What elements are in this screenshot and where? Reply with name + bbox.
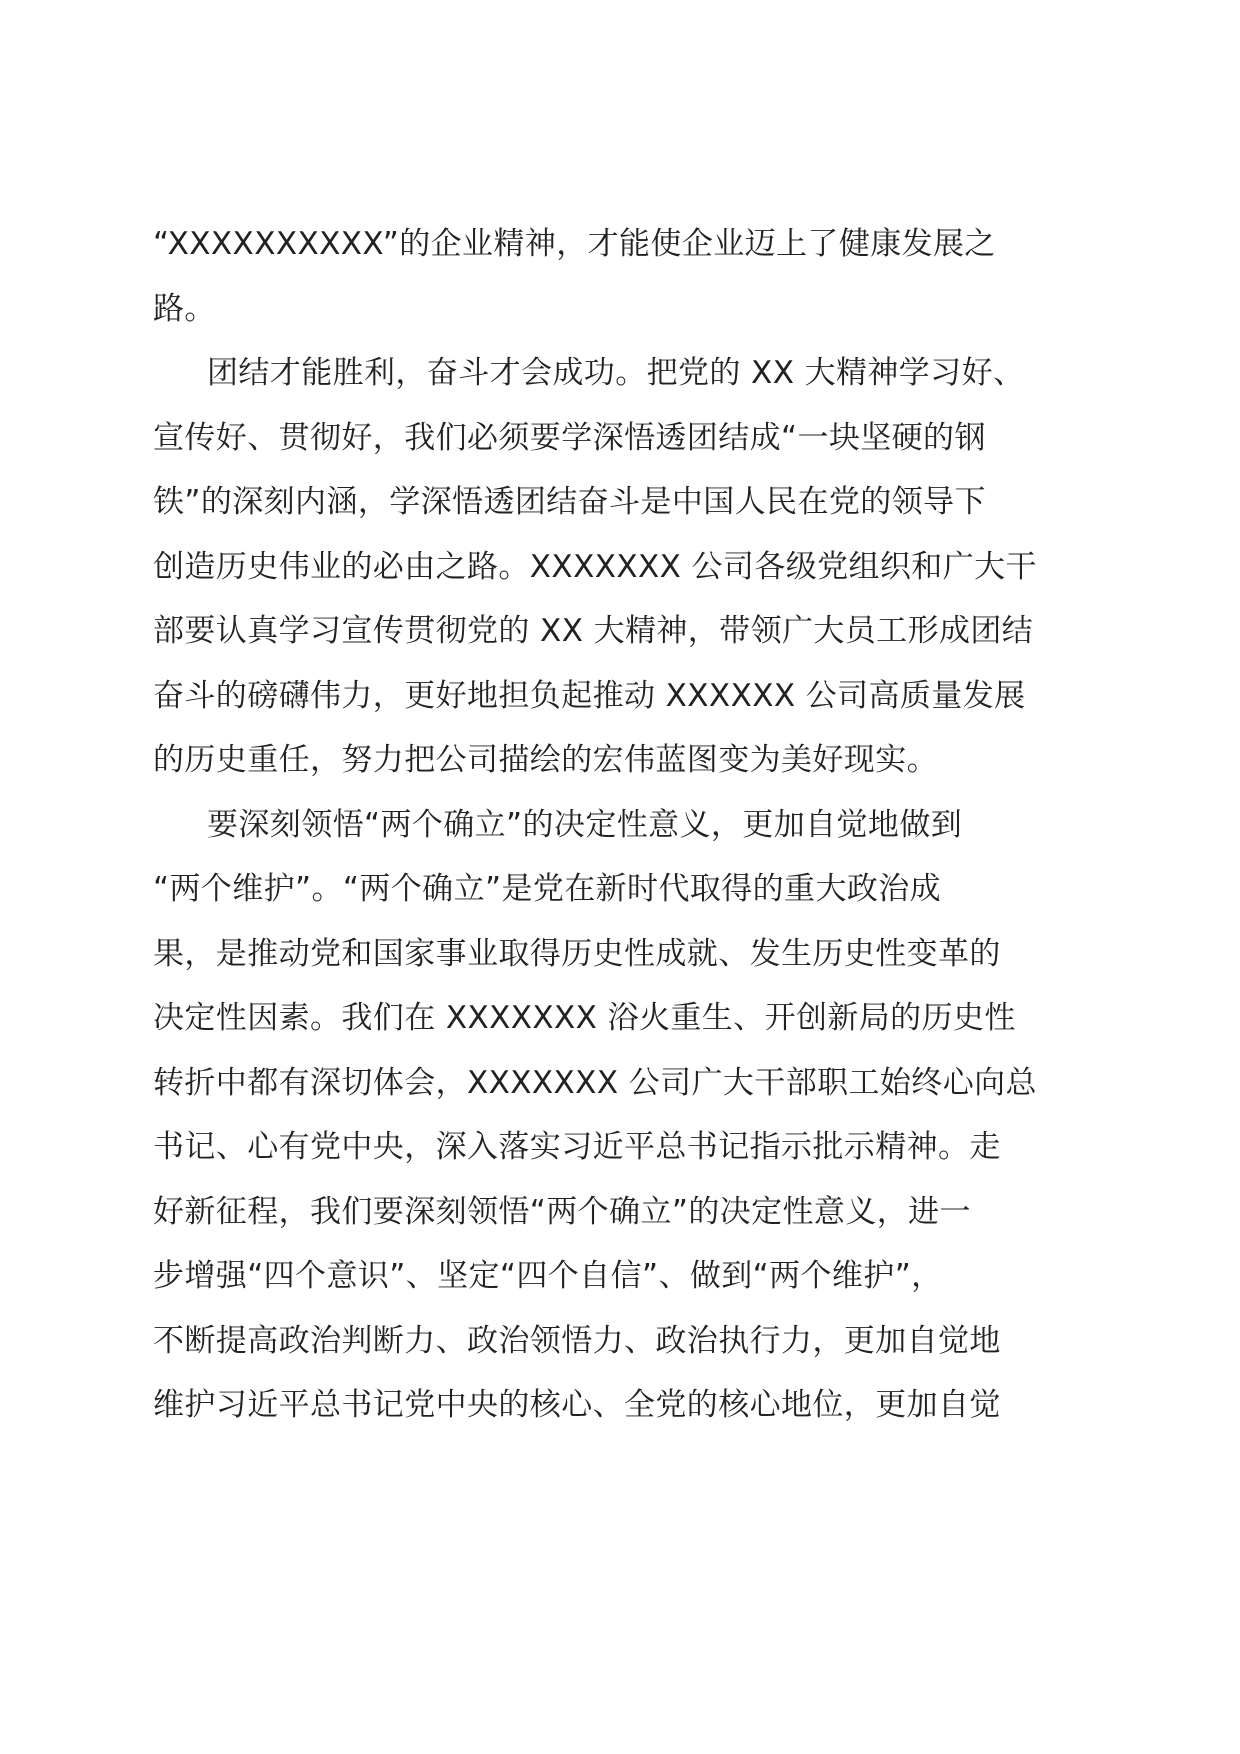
text-line: 不断提高政治判断力、政治领悟力、政治执行力，更加自觉地	[153, 1322, 1001, 1359]
paragraph-start: 要深刻领悟“两个确立”的决定性意义，更加自觉地做到	[207, 806, 963, 843]
text-line: 的历史重任，努力把公司描绘的宏伟蓝图变为美好现实。	[153, 742, 938, 778]
text-line: 决定性因素。我们在 XXXXXXX 浴火重生、开创新局的历史性	[153, 1000, 1016, 1036]
text-line: 转折中都有深切体会，XXXXXXX 公司广大干部职工始终心向总	[153, 1064, 1037, 1101]
paragraph-start: 团结才能胜利，奋斗才会成功。把党的 XX 大精神学习好、	[207, 355, 1025, 391]
text-line: 部要认真学习宣传贯彻党的 XX 大精神，带领广大员工形成团结	[153, 613, 1034, 649]
text-line: 宣传好、贯彻好，我们必须要学深悟透团结成“一块坚硬的钢	[153, 419, 986, 456]
text-line: 步增强“四个意识”、坚定“四个自信”、做到“两个维护”，	[153, 1258, 943, 1294]
text-line: 路。	[153, 290, 216, 327]
text-line: “两个维护”。“两个确立”是党在新时代取得的重大政治成	[153, 871, 942, 907]
text-line: 创造历史伟业的必由之路。XXXXXXX 公司各级党组织和广大干	[153, 548, 1037, 585]
text-line: “XXXXXXXXXX”的企业精神，才能使企业迈上了健康发展之	[153, 226, 996, 262]
text-line: 铁”的深刻内涵，学深悟透团结奋斗是中国人民在党的领导下	[153, 484, 986, 520]
text-line: 书记、心有党中央，深入落实习近平总书记指示批示精神。走	[153, 1129, 1001, 1165]
body-text	[153, 212, 1088, 1438]
text-line: 维护习近平总书记党中央的核心、全党的核心地位，更加自觉	[153, 1387, 1001, 1423]
text-line: 奋斗的磅礴伟力，更好地担负起推动 XXXXXX 公司高质量发展	[153, 677, 1026, 714]
text-line: 果，是推动党和国家事业取得历史性成就、发生历史性变革的	[153, 935, 1001, 972]
text-line: 好新征程，我们要深刻领悟“两个确立”的决定性意义，进一	[153, 1193, 971, 1230]
